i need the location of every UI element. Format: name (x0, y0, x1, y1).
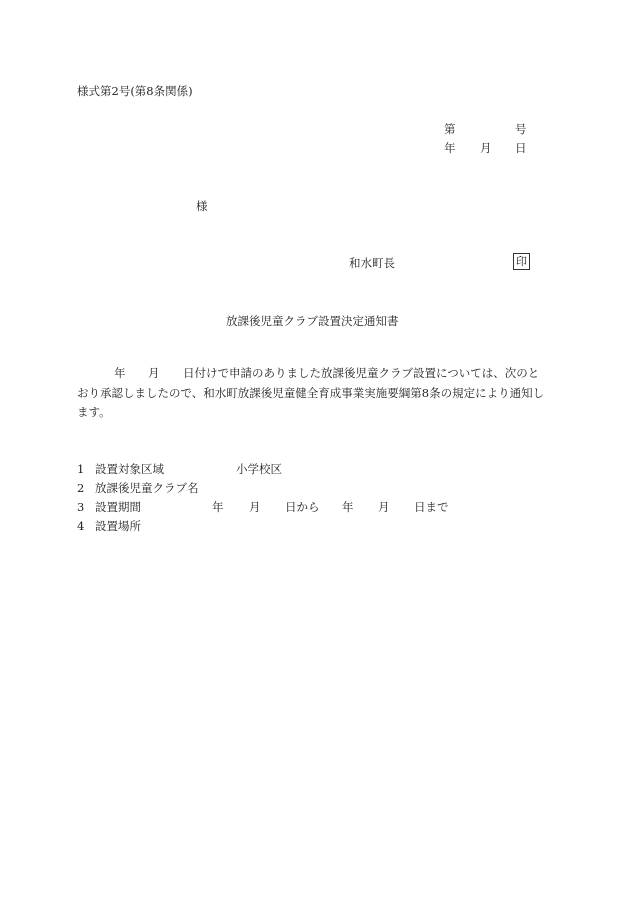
addressee-honorific: 様 (196, 199, 208, 213)
item-value-school-district: 小学校区 (236, 462, 282, 476)
body-text-line-2: おり承認しましたので、和水町放課後児童健全育成事業実施要綱第8条の規定により通知し (77, 386, 545, 400)
item-number: 1 (77, 462, 85, 476)
item-label-target-area: 設置対象区域 (95, 462, 164, 476)
item-label-club-name: 放課後児童クラブ名 (95, 481, 199, 495)
period-from-day: 日から (285, 500, 320, 514)
period-to-year: 年 (342, 500, 354, 514)
period-to-month: 月 (378, 500, 390, 514)
item-label-period: 設置期間 (95, 500, 141, 514)
body-year-label: 年 (114, 366, 126, 380)
item-label-location: 設置場所 (95, 519, 141, 533)
issue-date-day: 日 (515, 141, 527, 155)
period-to-day: 日まで (414, 500, 449, 514)
body-text-line-3: ます。 (77, 405, 111, 419)
issue-date-month: 月 (480, 141, 492, 155)
seal-mark: 印 (513, 253, 530, 270)
item-number: 3 (77, 500, 85, 514)
document-number-suffix: 号 (515, 122, 527, 136)
issue-date-year: 年 (444, 141, 456, 155)
document-title: 放課後児童クラブ設置決定通知書 (226, 314, 399, 328)
body-month-label: 月 (148, 366, 160, 380)
issuer-name: 和水町長 (349, 256, 395, 270)
item-number: 4 (77, 519, 85, 533)
item-number: 2 (77, 481, 85, 495)
document-number-prefix: 第 (444, 122, 456, 136)
period-from-year: 年 (212, 500, 224, 514)
form-number: 様式第2号(第8条関係) (77, 84, 193, 98)
period-from-month: 月 (249, 500, 261, 514)
body-text-line-1: 日付けで申請のありました放課後児童クラブ設置については、次のと (183, 366, 540, 380)
